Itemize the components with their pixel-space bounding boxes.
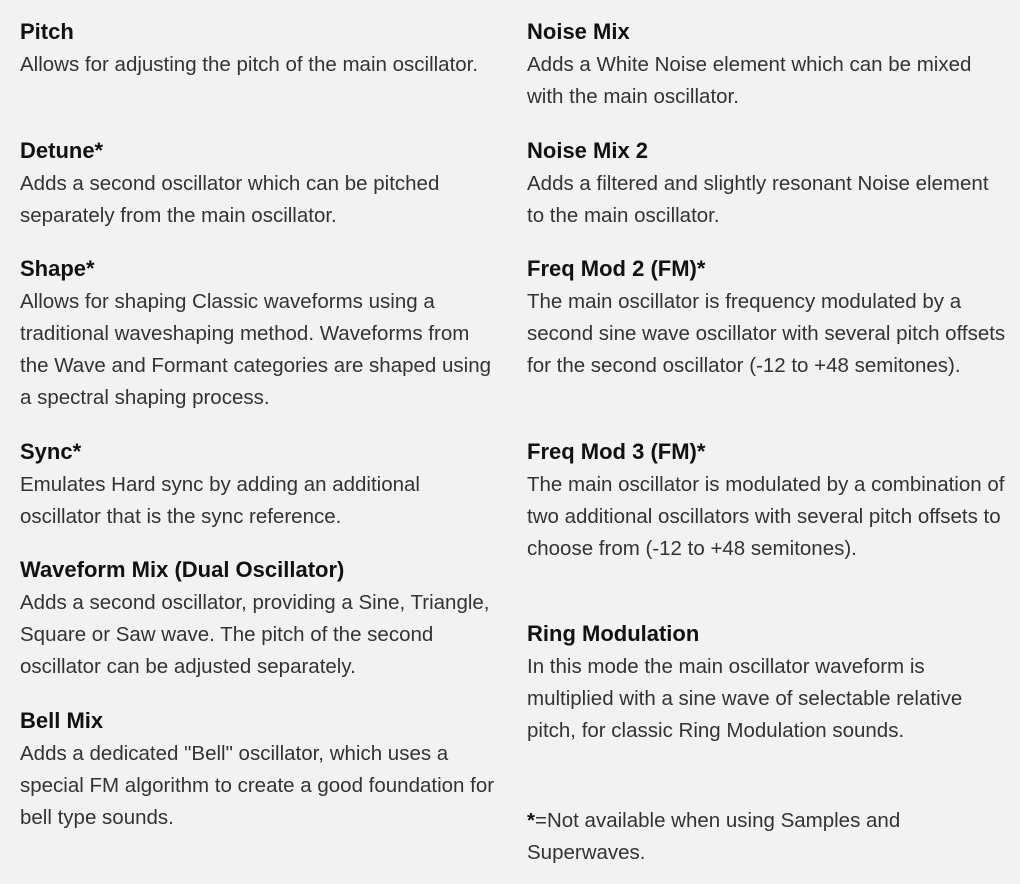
- entry-description: The main oscillator is frequency modulated by a second sine wave oscillator with several pitch offsets for the second oscillator (-12 to +48 semitones).: [527, 290, 1006, 377]
- entry-description: In this mode the main oscillator waveform is multiplied with a sine wave of selectable relative pitch, for classic Ring Modulation sounds.: [527, 655, 963, 742]
- entry-title: Freq Mod 3 (FM)*: [527, 439, 706, 464]
- entry-description: Adds a dedicated "Bell" oscillator, which uses a special FM algorithm to create a good foundation for bell type sounds.: [20, 742, 495, 829]
- entry-description: Adds a second oscillator which can be pitched separately from the main oscillator.: [20, 172, 440, 227]
- entry-bell-mix: [20, 707, 500, 834]
- entry-title: Bell Mix: [20, 708, 104, 733]
- entry-title: Noise Mix: [527, 19, 630, 44]
- entry-pitch: [20, 18, 500, 81]
- footnote-marker: *: [527, 809, 535, 832]
- entry-title: Waveform Mix (Dual Oscillator): [20, 557, 345, 582]
- entry-description: Allows for adjusting the pitch of the main oscillator.: [20, 53, 479, 76]
- entry-description: Adds a filtered and slightly resonant Noise element to the main oscillator.: [527, 172, 989, 227]
- entry-title: Noise Mix 2: [527, 138, 649, 163]
- entry-description: The main oscillator is modulated by a combination of two additional oscillators with several pitch offsets to choose from (-12 to +48 semitones).: [527, 473, 1005, 560]
- entry-waveform-mix: [20, 556, 500, 683]
- entry-title: Pitch: [20, 19, 74, 44]
- entry-sync: [20, 438, 500, 533]
- entry-description: Adds a second oscillator, providing a Sine, Triangle, Square or Saw wave. The pitch of the second oscillator can be adjusted separately.: [20, 591, 490, 678]
- entry-title: Freq Mod 2 (FM)*: [527, 256, 706, 281]
- entry-title: Detune*: [20, 138, 104, 163]
- entry-noise-mix-2: [527, 137, 1007, 232]
- footnote-text: =Not available when using Samples and Superwaves.: [527, 809, 901, 864]
- entry-description: Allows for shaping Classic waveforms using a traditional waveshaping method. Waveforms from the Wave and Formant categories are shaped using a spectral shaping process.: [20, 290, 492, 409]
- entry-freq-mod-2: [527, 255, 1007, 382]
- entry-detune: [20, 137, 500, 232]
- entry-title: Shape*: [20, 256, 95, 281]
- entry-description: Emulates Hard sync by adding an additional oscillator that is the sync reference.: [20, 473, 420, 528]
- entry-freq-mod-3: [527, 438, 1007, 565]
- footnote: [527, 805, 1007, 869]
- entry-description: Adds a White Noise element which can be mixed with the main oscillator.: [527, 53, 972, 108]
- entry-noise-mix: [527, 18, 1007, 113]
- entry-title: Sync*: [20, 439, 82, 464]
- entry-shape: [20, 255, 500, 414]
- entry-title: Ring Modulation: [527, 621, 700, 646]
- entry-ring-modulation: [527, 620, 1007, 747]
